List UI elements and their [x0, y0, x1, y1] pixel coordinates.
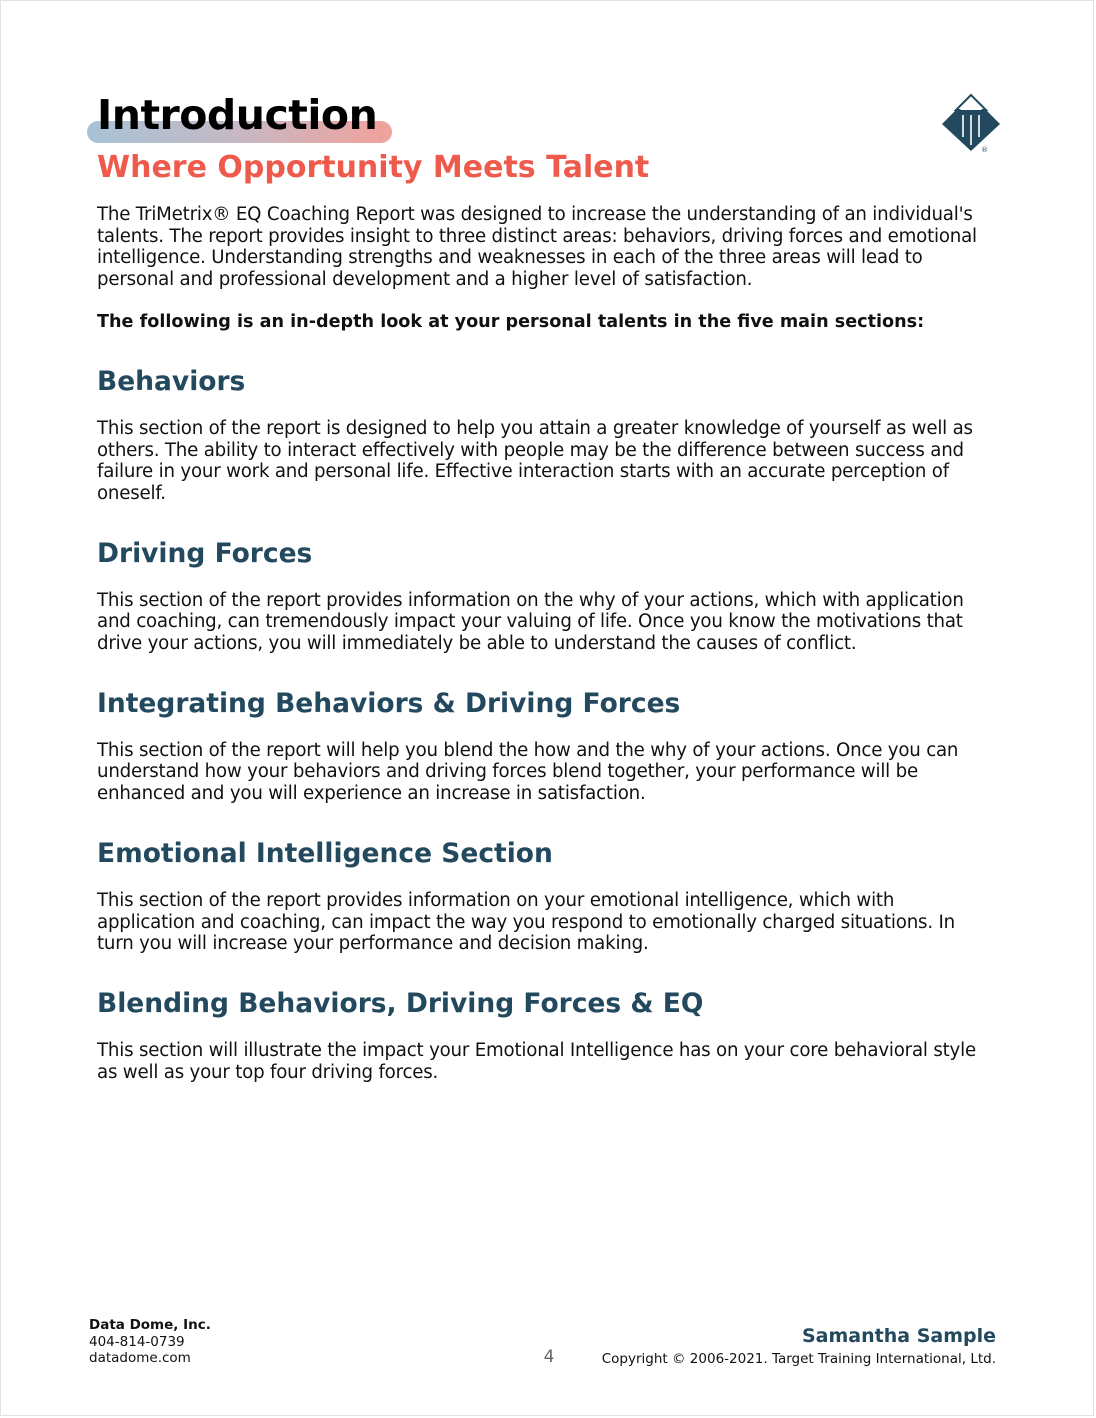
page-title: Introduction [97, 91, 378, 139]
main-content [97, 204, 997, 1083]
section-blending [97, 986, 997, 1083]
title-block [87, 89, 377, 145]
footer-copyright: Copyright © 2006-2021. Target Training International, Ltd. [601, 1351, 996, 1367]
section-text: This section of the report provides information on the why of your actions, which with application and coaching, can tremendously impact your valuing of life. Once you know the motivations that drive your actions, you will immediately be able to understand the causes of conflict. [97, 589, 964, 655]
intro-paragraph: The TriMetrix® EQ Coaching Report was designed to increase the understanding of an individual's talents. The report provides insight to three distinct areas: behaviors, driving forces and emotional intelligence. Understanding strengths and weaknesses in each of the three areas will lead to personal and professional development and a higher level of satisfaction. [97, 204, 977, 291]
pyramid-logo-svg [940, 93, 1002, 153]
section-heading: Behaviors [97, 365, 246, 397]
footer-report-info [602, 1324, 996, 1368]
footer-company-info [89, 1317, 211, 1367]
section-driving-forces [97, 536, 997, 655]
footer-website: datadome.com [89, 1350, 191, 1366]
section-heading: Integrating Behaviors & Driving Forces [97, 687, 681, 719]
registered-mark: ® [981, 146, 988, 153]
section-text: This section of the report provides information on your emotional intelligence, which with application and coaching, can impact the way you respond to emotionally charged situations. In turn you will increase your performance and decision making. [97, 889, 955, 955]
section-behaviors [97, 364, 997, 505]
footer-person-name: Samantha Sample [802, 1325, 996, 1347]
page-subtitle: Where Opportunity Meets Talent [97, 150, 650, 185]
pyramid-logo-icon [940, 93, 1002, 153]
section-text: This section of the report is designed to help you attain a greater knowledge of yourself as well as others. The ability to interact effectively with people may be the difference between success and failure in your work and personal life. Effective interaction starts with an accurate perception of oneself. [97, 417, 973, 504]
section-heading: Emotional Intelligence Section [97, 837, 553, 869]
section-emotional-intelligence [97, 836, 997, 955]
section-heading: Blending Behaviors, Driving Forces & EQ [97, 987, 704, 1019]
intro-lead: The following is an in-depth look at your personal talents in the five main sections: [97, 311, 925, 332]
section-text: This section of the report will help you blend the how and the why of your actions. Once you can understand how your behaviors and driving forces blend together, your performance will be enhanced and you will experience an increase in satisfaction. [97, 739, 959, 805]
footer-phone: 404-814-0739 [89, 1333, 185, 1350]
page-number: 4 [543, 1347, 555, 1367]
footer-company: Data Dome, Inc. [89, 1317, 211, 1333]
section-integrating [97, 686, 997, 805]
section-heading: Driving Forces [97, 537, 313, 569]
section-text: This section will illustrate the impact your Emotional Intelligence has on your core behavioral style as well as your top four driving forces. [97, 1039, 976, 1083]
